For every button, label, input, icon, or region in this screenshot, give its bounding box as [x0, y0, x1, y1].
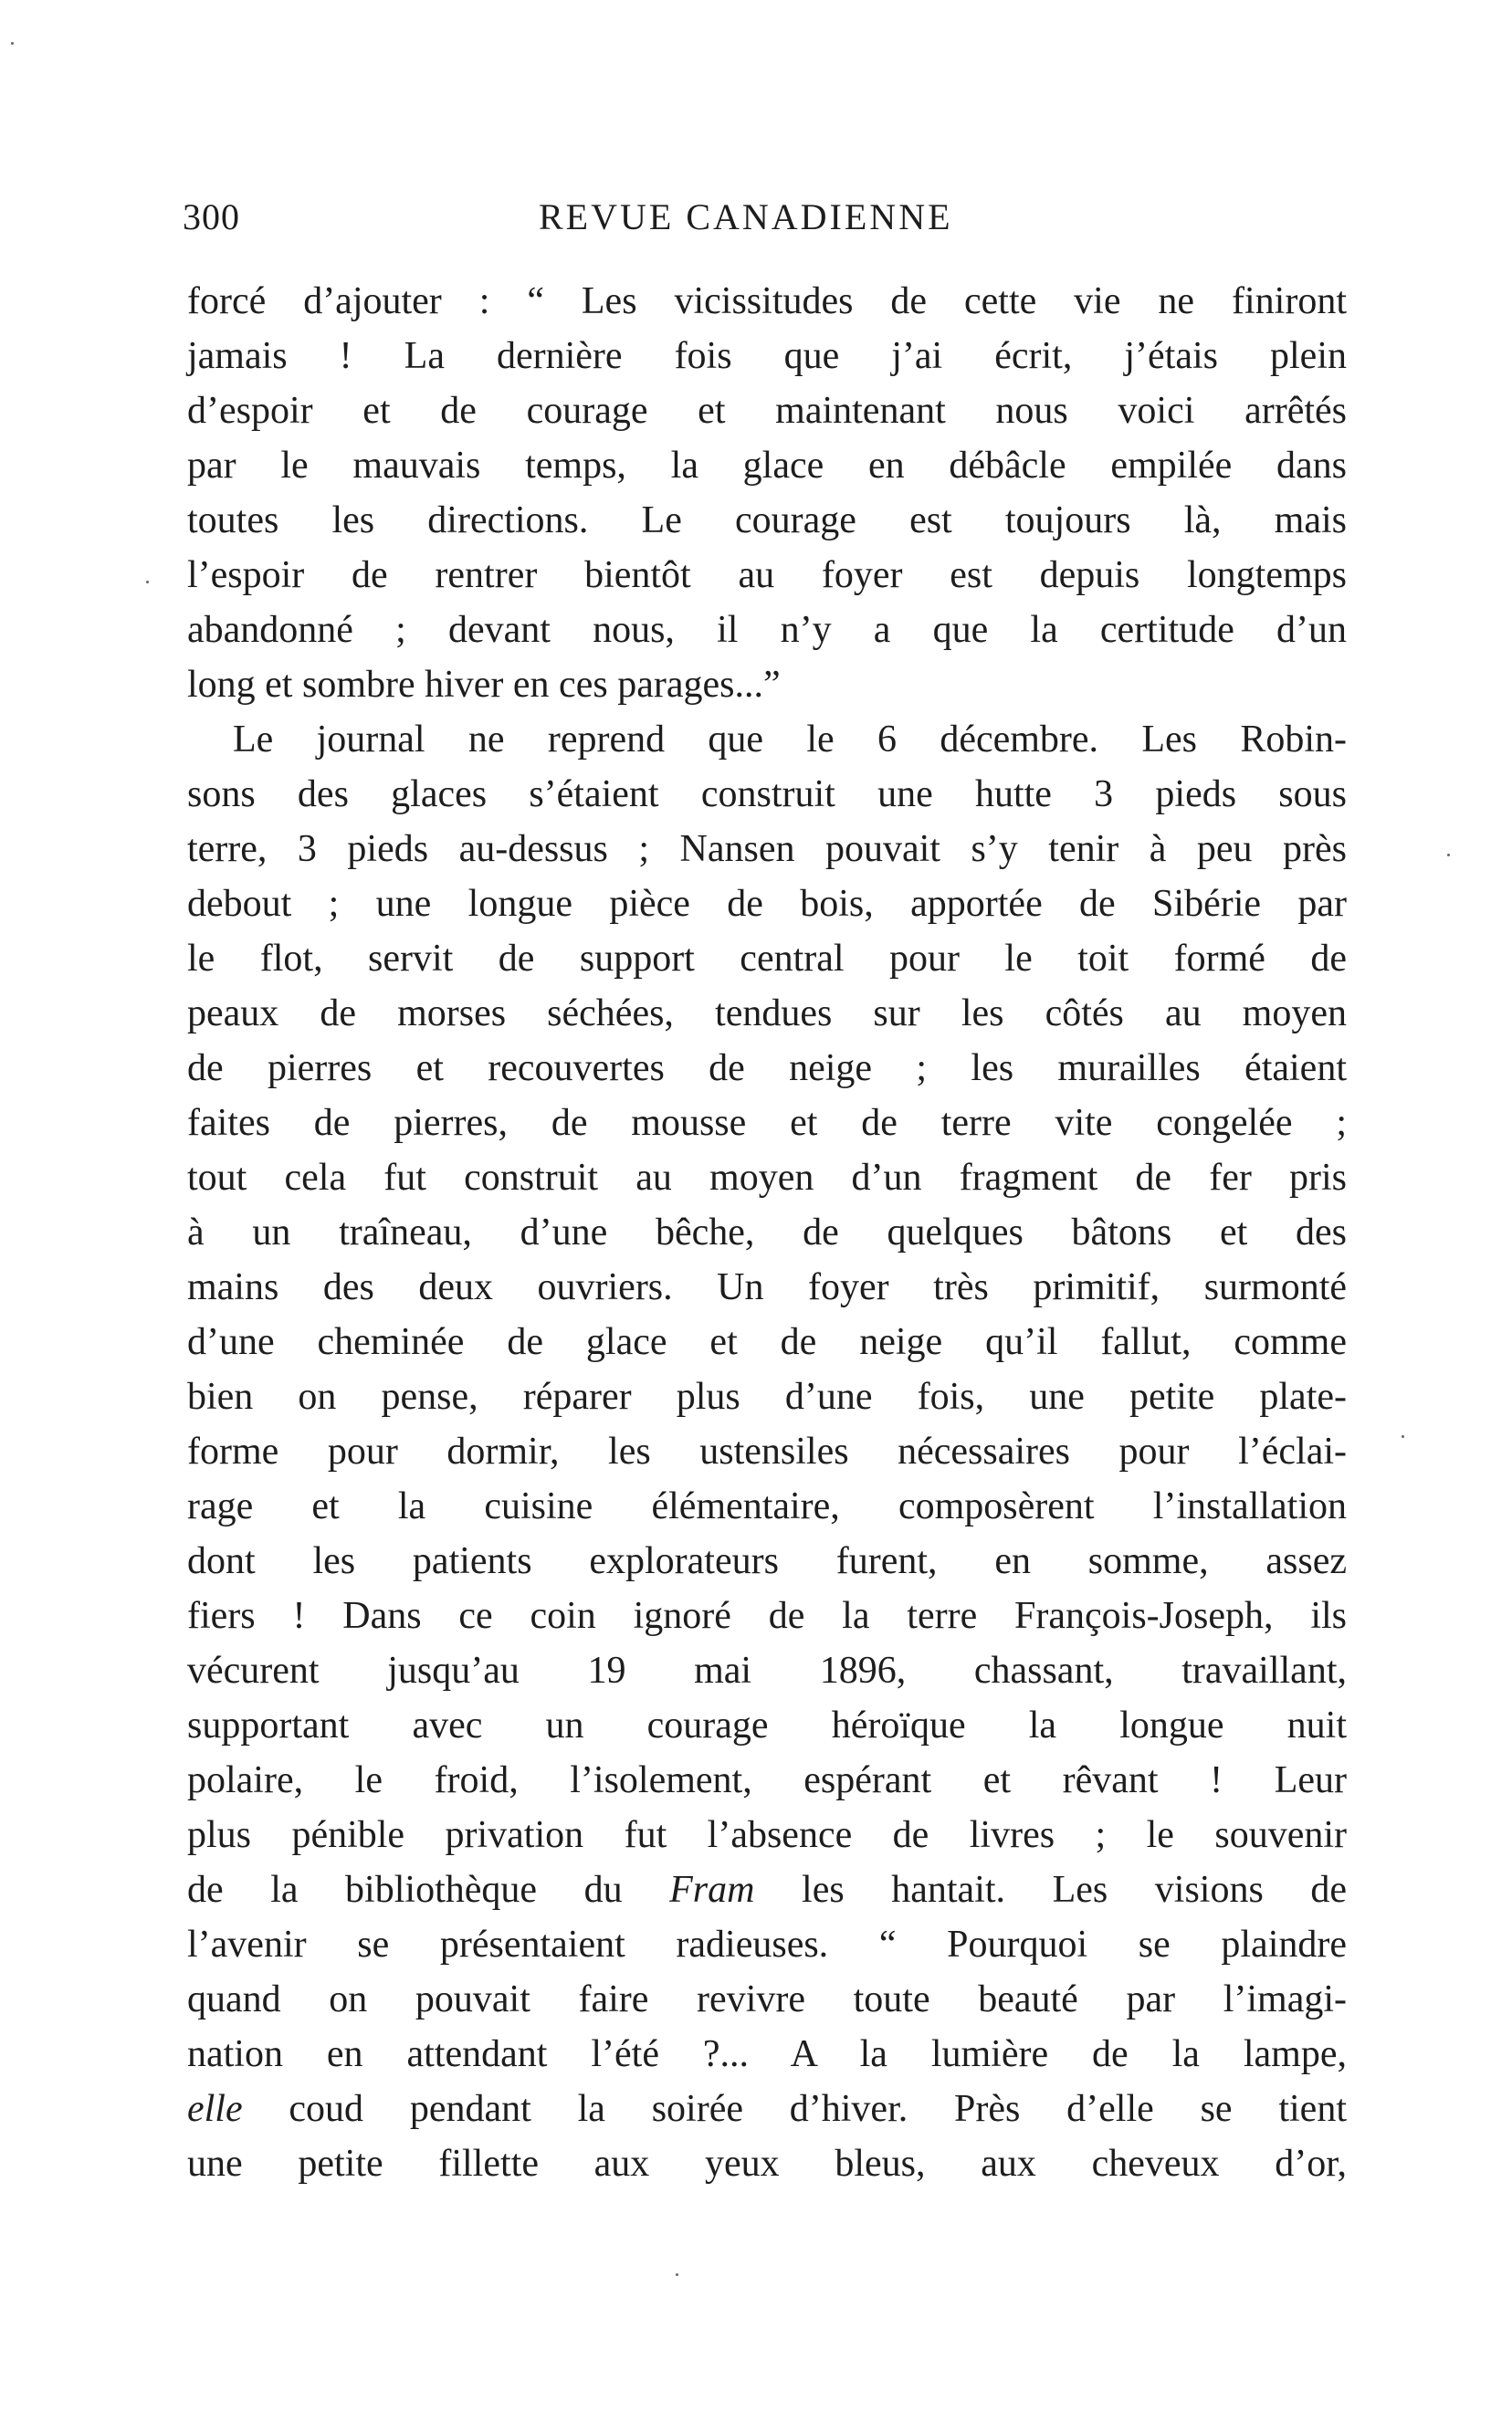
text-line: forme pour dormir, les ustensiles nécessaires pour l’éclai-: [187, 1431, 1347, 1473]
page-header: [183, 195, 1360, 250]
text-line: par le mauvais temps, la glace en débâcle empilée dans: [187, 445, 1347, 487]
text-line: à un traîneau, d’une bêche, de quelques bâtons et des: [187, 1212, 1347, 1254]
text-segment: de la bibliothèque du: [187, 1869, 623, 1911]
text-line: supportant avec un courage héroïque la longue nuit: [187, 1705, 1347, 1747]
paragraph-first-line: Le journal ne reprend que le 6 décembre. Les Robin-: [233, 719, 1347, 761]
text-line: mains des deux ouvriers. Un foyer très primitif, surmonté: [187, 1266, 1347, 1308]
text-line: polaire, le froid, l’isolement, espérant et rêvant ! Leur: [187, 1759, 1347, 1801]
text-line: terre, 3 pieds au-dessus ; Nansen pouvait s’y tenir à peu près: [187, 828, 1347, 870]
text-line: vécurent jusqu’au 19 mai 1896, chassant, travaillant,: [187, 1650, 1347, 1692]
text-line: jamais ! La dernière fois que j’ai écrit, j’étais plein: [187, 335, 1347, 377]
text-line: fiers ! Dans ce coin ignoré de la terre François-Joseph, ils: [187, 1595, 1347, 1637]
paper-speck: [11, 42, 14, 45]
text-line: abandonné ; devant nous, il n’y a que la certitude d’un: [187, 609, 1347, 651]
text-line: sons des glaces s’étaient construit une hutte 3 pieds sous: [187, 773, 1347, 815]
running-title: REVUE CANADIENNE: [539, 196, 953, 237]
text-line: d’espoir et de courage et maintenant nous voici arrêtés: [187, 390, 1347, 432]
paper-speck: [1447, 854, 1450, 856]
text-segment: coud pendant la soirée d’hiver. Près d’elle se tient: [242, 2088, 1347, 2130]
text-line: forcé d’ajouter : “ Les vicissitudes de cette vie ne finiront: [187, 280, 1347, 322]
paper-speck: [676, 2273, 678, 2276]
italic-pronoun: elle: [187, 2088, 243, 2130]
text-line: tout cela fut construit au moyen d’un fragment de fer pris: [187, 1157, 1347, 1199]
paper-speck: [146, 581, 149, 583]
text-line: le flot, servit de support central pour le toit formé de: [187, 938, 1347, 980]
text-line: une petite fillette aux yeux bleus, aux cheveux d’or,: [187, 2143, 1347, 2185]
text-line-with-italic: [187, 2082, 1347, 2136]
text-line: nation en attendant l’été ?... A la lumière de la lampe,: [187, 2033, 1347, 2075]
text-line: l’avenir se présentaient radieuses. “ Pourquoi se plaindre: [187, 1924, 1347, 1966]
body-text: [187, 274, 1347, 2191]
text-line: bien on pense, réparer plus d’une fois, une petite plate-: [187, 1376, 1347, 1418]
text-line: peaux de morses séchées, tendues sur les côtés au moyen: [187, 992, 1347, 1034]
page-number: 300: [183, 196, 240, 237]
paper-speck: [1402, 1435, 1404, 1438]
text-line: faites de pierres, de mousse et de terre vite congelée ;: [187, 1102, 1347, 1144]
text-line: l’espoir de rentrer bientôt au foyer est depuis longtemps: [187, 554, 1347, 596]
text-line: dont les patients explorateurs furent, en somme, assez: [187, 1540, 1347, 1582]
text-line: plus pénible privation fut l’absence de livres ; le souvenir: [187, 1814, 1347, 1856]
text-line: rage et la cuisine élémentaire, composèrent l’installation: [187, 1485, 1347, 1527]
text-line: toutes les directions. Le courage est toujours là, mais: [187, 499, 1347, 541]
text-line: d’une cheminée de glace et de neige qu’il fallut, comme: [187, 1321, 1347, 1363]
text-segment: les hantait. Les visions de: [754, 1869, 1348, 1911]
italic-ship-name: Fram: [669, 1869, 755, 1911]
text-line: long et sombre hiver en ces parages...”: [187, 664, 781, 706]
text-line-with-italic: [187, 1862, 1347, 1917]
text-line: debout ; une longue pièce de bois, apportée de Sibérie par: [187, 883, 1347, 925]
text-line: de pierres et recouvertes de neige ; les murailles étaient: [187, 1047, 1347, 1089]
text-line: quand on pouvait faire revivre toute beauté par l’imagi-: [187, 1978, 1347, 2020]
